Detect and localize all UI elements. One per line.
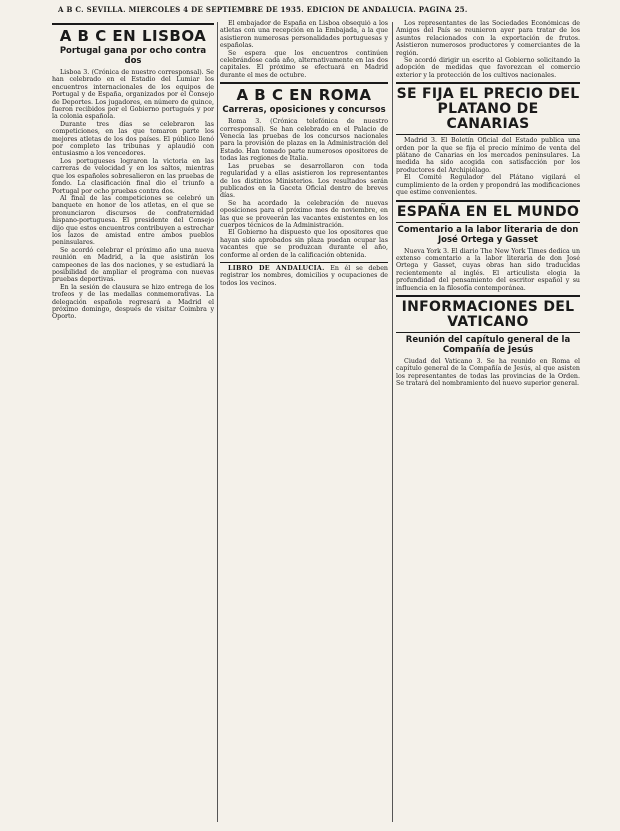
paragraph: Roma 3. (Crónica telefónica de nuestro corresponsal). Se han celebrado en el Palacio de Venecia las pruebas de los concursos nacionales para la provisión de plazas en la Administración del Estado. Han tomado parte numerosos opositores de todas las regiones de Italia. [220,118,388,163]
section-rule [220,262,388,263]
section-title-lisboa: A B C EN LISBOA [59,27,207,45]
paragraph: Durante tres días se celebraron las competiciones, en las que tomaron parte los mejores atletas de los dos países. El público llenó por completo las tribunas y aplaudió con entusiasmo a los vencedores. [52,120,214,158]
paragraph: Se espera que los encuentros continúen celebrándose cada año, alternativamente en las dos capitales. El próximo se efectuará en Madrid durante el mes de octubre. [220,49,388,79]
paragraph: El embajador de España en Lisboa obsequió a los atletas con una recepción en la Embajada, a la que asistieron numerosas personalidades portuguesas y españolas. [220,20,388,50]
libro-notice [220,265,388,287]
section-title-vaticano: INFORMACIONES DEL VATICANO [401,298,575,330]
article-body-espana [396,248,580,292]
section-rule [396,295,580,297]
paragraph: Se ha acordado la celebración de nuevas oposiciones para el próximo mes de noviembre, en las que se proveerán las vacantes existentes en los cuerpos técnicos de la Administración. [220,199,388,229]
article-body-platano [396,137,580,196]
paragraph: Ciudad del Vaticano 3. Se ha reunido en Roma el capítulo general de la Compañía de Jesús, al que asisten los representantes de todas las provincias de la Orden. Se tratará del nombramiento del nuevo superior general. [396,357,580,388]
section-subtitle-vaticano: Reunión del capítulo general de la Compañía de Jesús [405,334,571,355]
paragraph: Se acordó dirigir un escrito al Gobierno solicitando la adopción de medidas que favorezcan el comercio exterior y la protección de los cultivos nacionales. [396,57,580,79]
section-subtitle-roma: Carreras, oposiciones y concursos [222,105,386,116]
section-rule [52,23,214,25]
column-rule-1 [217,22,218,822]
section-rule [396,134,580,135]
article-continuation [220,20,388,79]
column-2 [220,20,388,826]
paragraph: El Comité Regulador del Plátano vigilará el cumplimiento de la orden y propondrá las modificaciones que estime convenientes. [396,174,580,197]
section-title-espana: ESPAÑA EN EL MUNDO [396,203,580,220]
section-subtitle-espana: Comentario a la labor literaria de don José Ortega y Gasset [397,224,579,245]
article-body-vaticano [396,358,580,388]
section-rule [396,200,580,202]
paragraph: Nueva York 3. El diario The New York Times dedica un extenso comentario a la labor literaria de don José Ortega y Gasset, cuyas obras han sido traducidas recientemente al inglés. El articulista elogia la profundidad del pensamiento del escritor español y su influencia en la filosofía contemporánea. [396,247,580,292]
article-continuation [396,20,580,79]
paragraph: En la sesión de clausura se hizo entrega de los trofeos y de las medallas conmemorativas. La delegación española regresará a Madrid el próximo domingo, después de visitar Coimbra y Oporto. [52,283,214,321]
paragraph: Al final de las competiciones se celebró un banquete en honor de los atletas, en el que se pronunciaron discursos de confraternidad hispano-portuguesa. El presidente del Consejo dijo que estos encuentros contribuyen a estrechar los lazos de amistad entre ambos pueblos peninsulares. [52,194,214,247]
column-3 [396,20,580,826]
paragraph: Madrid 3. El Boletín Oficial del Estado publica una orden por la que se fija el precio mínimo de venta del plátano de Canarias en los mercados peninsulares. La medida ha sido acogida con satisfacción por los productores del Archipiélago. [396,137,580,174]
paragraph: Los representantes de las Sociedades Económicas de Amigos del País se reunieron ayer para tratar de los asuntos relacionados con la exportación de frutos. Asistieron numerosos productores y comerciantes de la región. [396,20,580,57]
paragraph: Las pruebas se desarrollaron con toda regularidad y a ellas asistieron los representantes de los distintos Ministerios. Los resultados serán publicados en la Gaceta Oficial dentro de breves días. [220,162,388,200]
paragraph: Lisboa 3. (Crónica de nuestro corresponsal). Se han celebrado en el Estadio del Lumiar los encuentros internacionales de los equipos de Portugal y de España, organizados por el Consejo de Deportes. Los jugadores, en número de quince, fueron recibidos por el Gobierno portugués y por la colonia española. [52,69,214,121]
section-rule [396,82,580,84]
paragraph: El Gobierno ha dispuesto que los opositores que hayan sido aprobados sin plaza puedan ocupar las vacantes que se produzcan durante el año, conforme al orden de la calificación obtenida. [220,229,388,259]
section-rule [220,82,388,84]
section-subtitle-lisboa: Portugal gana por ocho contra dos [59,46,207,66]
section-rule [396,222,580,223]
article-body-roma [220,118,388,259]
page-header: A B C. SEVILLA. MIERCOLES 4 DE SEPTIEMBRE DE 1935. EDICION DE ANDALUCIA. PAGINA 25. [58,5,468,14]
paragraph: Los portugueses lograron la victoria en las carreras de velocidad y en los saltos, mientras que los españoles sobresalieron en las pruebas de fondo. La clasificación final dio el triunfo a Portugal por ocho pruebas contra dos. [52,157,214,195]
paragraph: Se acordó celebrar el próximo año una nueva reunión en Madrid, a la que asistirán los campeones de las dos naciones, y se estudiará la posibilidad de ampliar el programa con nuevas pruebas deportivas. [52,246,214,284]
libro-label: LIBRO DE ANDALUCIA. [228,264,325,272]
column-rule-2 [392,22,393,822]
article-body-lisboa [52,69,214,321]
section-title-platano: SE FIJA EL PRECIO DEL PLATANO DE CANARIAS [396,86,580,133]
section-title-roma: A B C EN ROMA [236,86,372,105]
section-rule [396,332,580,333]
column-1 [52,20,214,826]
libro-text: En él se deben registrar los nombres, domicilios y ocupaciones de todos los vecinos. [220,264,388,287]
